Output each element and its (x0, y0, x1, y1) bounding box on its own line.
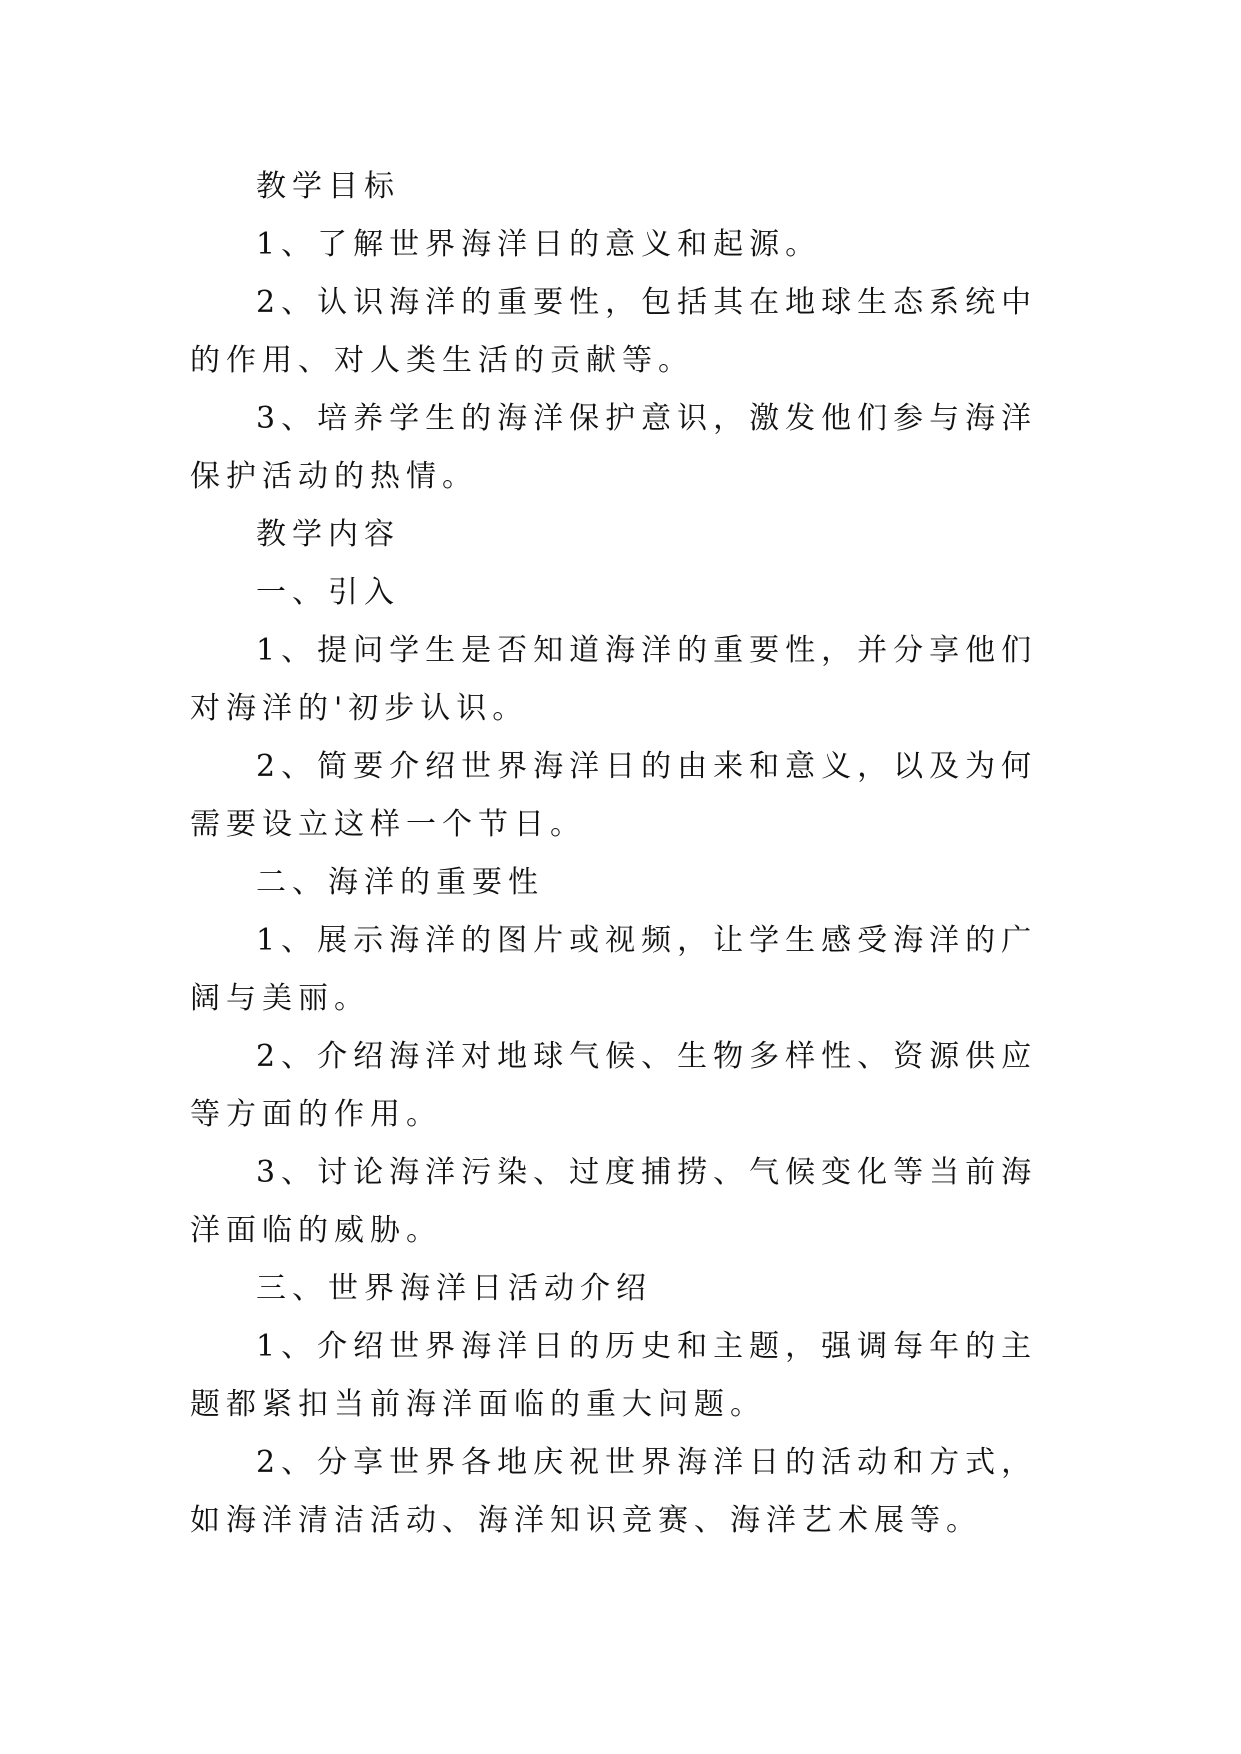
importance-item-1: 1、展示海洋的图片或视频，让学生感受海洋的广阔与美丽。 (190, 923, 1038, 1016)
activities-item-1: 1、介绍世界海洋日的历史和主题，强调每年的主题都紧扣当前海洋面临的重大问题。 (190, 1329, 1038, 1422)
goal-item-2: 2、认识海洋的重要性，包括其在地球生态系统中的作用、对人类生活的贡献等。 (190, 285, 1038, 378)
document-body (190, 158, 1050, 1550)
goal-item-3: 3、培养学生的海洋保护意识，激发他们参与海洋保护活动的热情。 (190, 401, 1038, 494)
importance-item-2: 2、介绍海洋对地球气候、生物多样性、资源供应等方面的作用。 (190, 1039, 1038, 1132)
subsection-heading-ocean-importance: 二、海洋的重要性 (256, 865, 544, 900)
intro-item-2: 2、简要介绍世界海洋日的由来和意义，以及为何需要设立这样一个节日。 (190, 749, 1038, 842)
section-heading-teaching-content: 教学内容 (256, 517, 400, 552)
subsection-heading-ocean-day-activities: 三、世界海洋日活动介绍 (256, 1271, 652, 1306)
activities-item-2: 2、分享世界各地庆祝世界海洋日的活动和方式，如海洋清洁活动、海洋知识竞赛、海洋艺术展等。 (190, 1445, 1038, 1538)
subsection-heading-introduction: 一、引入 (256, 575, 400, 610)
intro-item-1: 1、提问学生是否知道海洋的重要性，并分享他们对海洋的'初步认识。 (190, 633, 1038, 726)
section-heading-teaching-goals: 教学目标 (256, 169, 400, 204)
importance-item-3: 3、讨论海洋污染、过度捕捞、气候变化等当前海洋面临的威胁。 (190, 1155, 1038, 1248)
goal-item-1: 1、了解世界海洋日的意义和起源。 (256, 227, 822, 262)
